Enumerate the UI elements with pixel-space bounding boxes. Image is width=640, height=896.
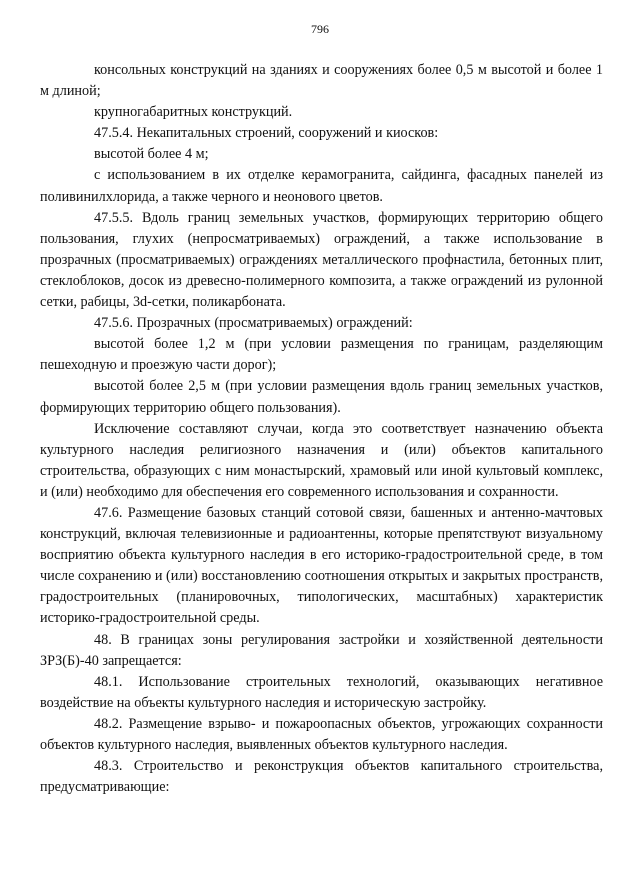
paragraph-exception: Исключение составляют случаи, когда это соответствует назначению объекта культурного наследия религиозного назначения и (или) объектов капитального строительства, образующих с ним монастырский, храмовый или иной культовый комплекс, и (или) необходимо для обеспечения его современного использования и сохранности.: [40, 420, 603, 500]
paragraph-large-structures: крупногабаритных конструкций.: [94, 104, 293, 121]
paragraph-height-2-5m: высотой более 2,5 м (при условии размещения вдоль границ земельных участков, формирующих территорию общего пользования).: [40, 378, 603, 416]
paragraph-48-2: 48.2. Размещение взрыво- и пожароопасных объектов, угрожающих сохранности объектов культурного наследия, выявленных объектов культурного наследия.: [40, 715, 603, 753]
paragraph-height-4m: высотой более 4 м;: [94, 146, 209, 163]
paragraph-47-6: 47.6. Размещение базовых станций сотовой связи, башенных и антенно-мачтовых конструкций, включая телевизионные и радиоантенны, которые препятствуют визуальному восприятию объекта культурного наследия в его историко-градостроительной среде, в том числе сохранению и (или) восстановлению соотношения открытых и закрытых пространств, градостроительных (планировочных, типологических, масштабных) характеристик историко-градостроительной среды.: [40, 504, 603, 627]
paragraph-48: 48. В границах зоны регулирования застройки и хозяйственной деятельности ЗРЗ(Б)-40 запрещается:: [40, 631, 603, 669]
paragraph-47-5-6: 47.5.6. Прозрачных (просматриваемых) ограждений:: [94, 315, 413, 332]
paragraph-48-1: 48.1. Использование строительных технологий, оказывающих негативное воздействие на объекты культурного наследия и историческую застройку.: [40, 673, 603, 711]
document-body: [40, 60, 603, 798]
paragraph-48-3: 48.3. Строительство и реконструкция объектов капитального строительства, предусматривающие:: [40, 758, 603, 796]
paragraph-47-5-4: 47.5.4. Некапитальных строений, сооружений и киосков:: [94, 125, 439, 142]
page-number: 796: [311, 22, 329, 36]
paragraph-47-5-5: 47.5.5. Вдоль границ земельных участков, формирующих территорию общего пользования, глухих (непросматриваемых) ограждений, а также использование в прозрачных (просматриваемых) ограждениях металлического профнастила, бетонных плит, стеклоблоков, досок из древесно-полимерного композита, а также ограждений из рулонной сетки, рабицы, 3d-сетки, поликарбоната.: [40, 209, 603, 311]
paragraph-finishing-materials: с использованием в их отделке керамогранита, сайдинга, фасадных панелей из поливинилхлорида, а также черного и неонового цветов.: [40, 167, 603, 205]
paragraph-height-1-2m: высотой более 1,2 м (при условии размещения по границам, разделяющим пешеходную и проезжую части дорог);: [40, 336, 603, 374]
paragraph-console-structures: консольных конструкций на зданиях и сооружениях более 0,5 м высотой и более 1 м длиной;: [40, 62, 603, 100]
